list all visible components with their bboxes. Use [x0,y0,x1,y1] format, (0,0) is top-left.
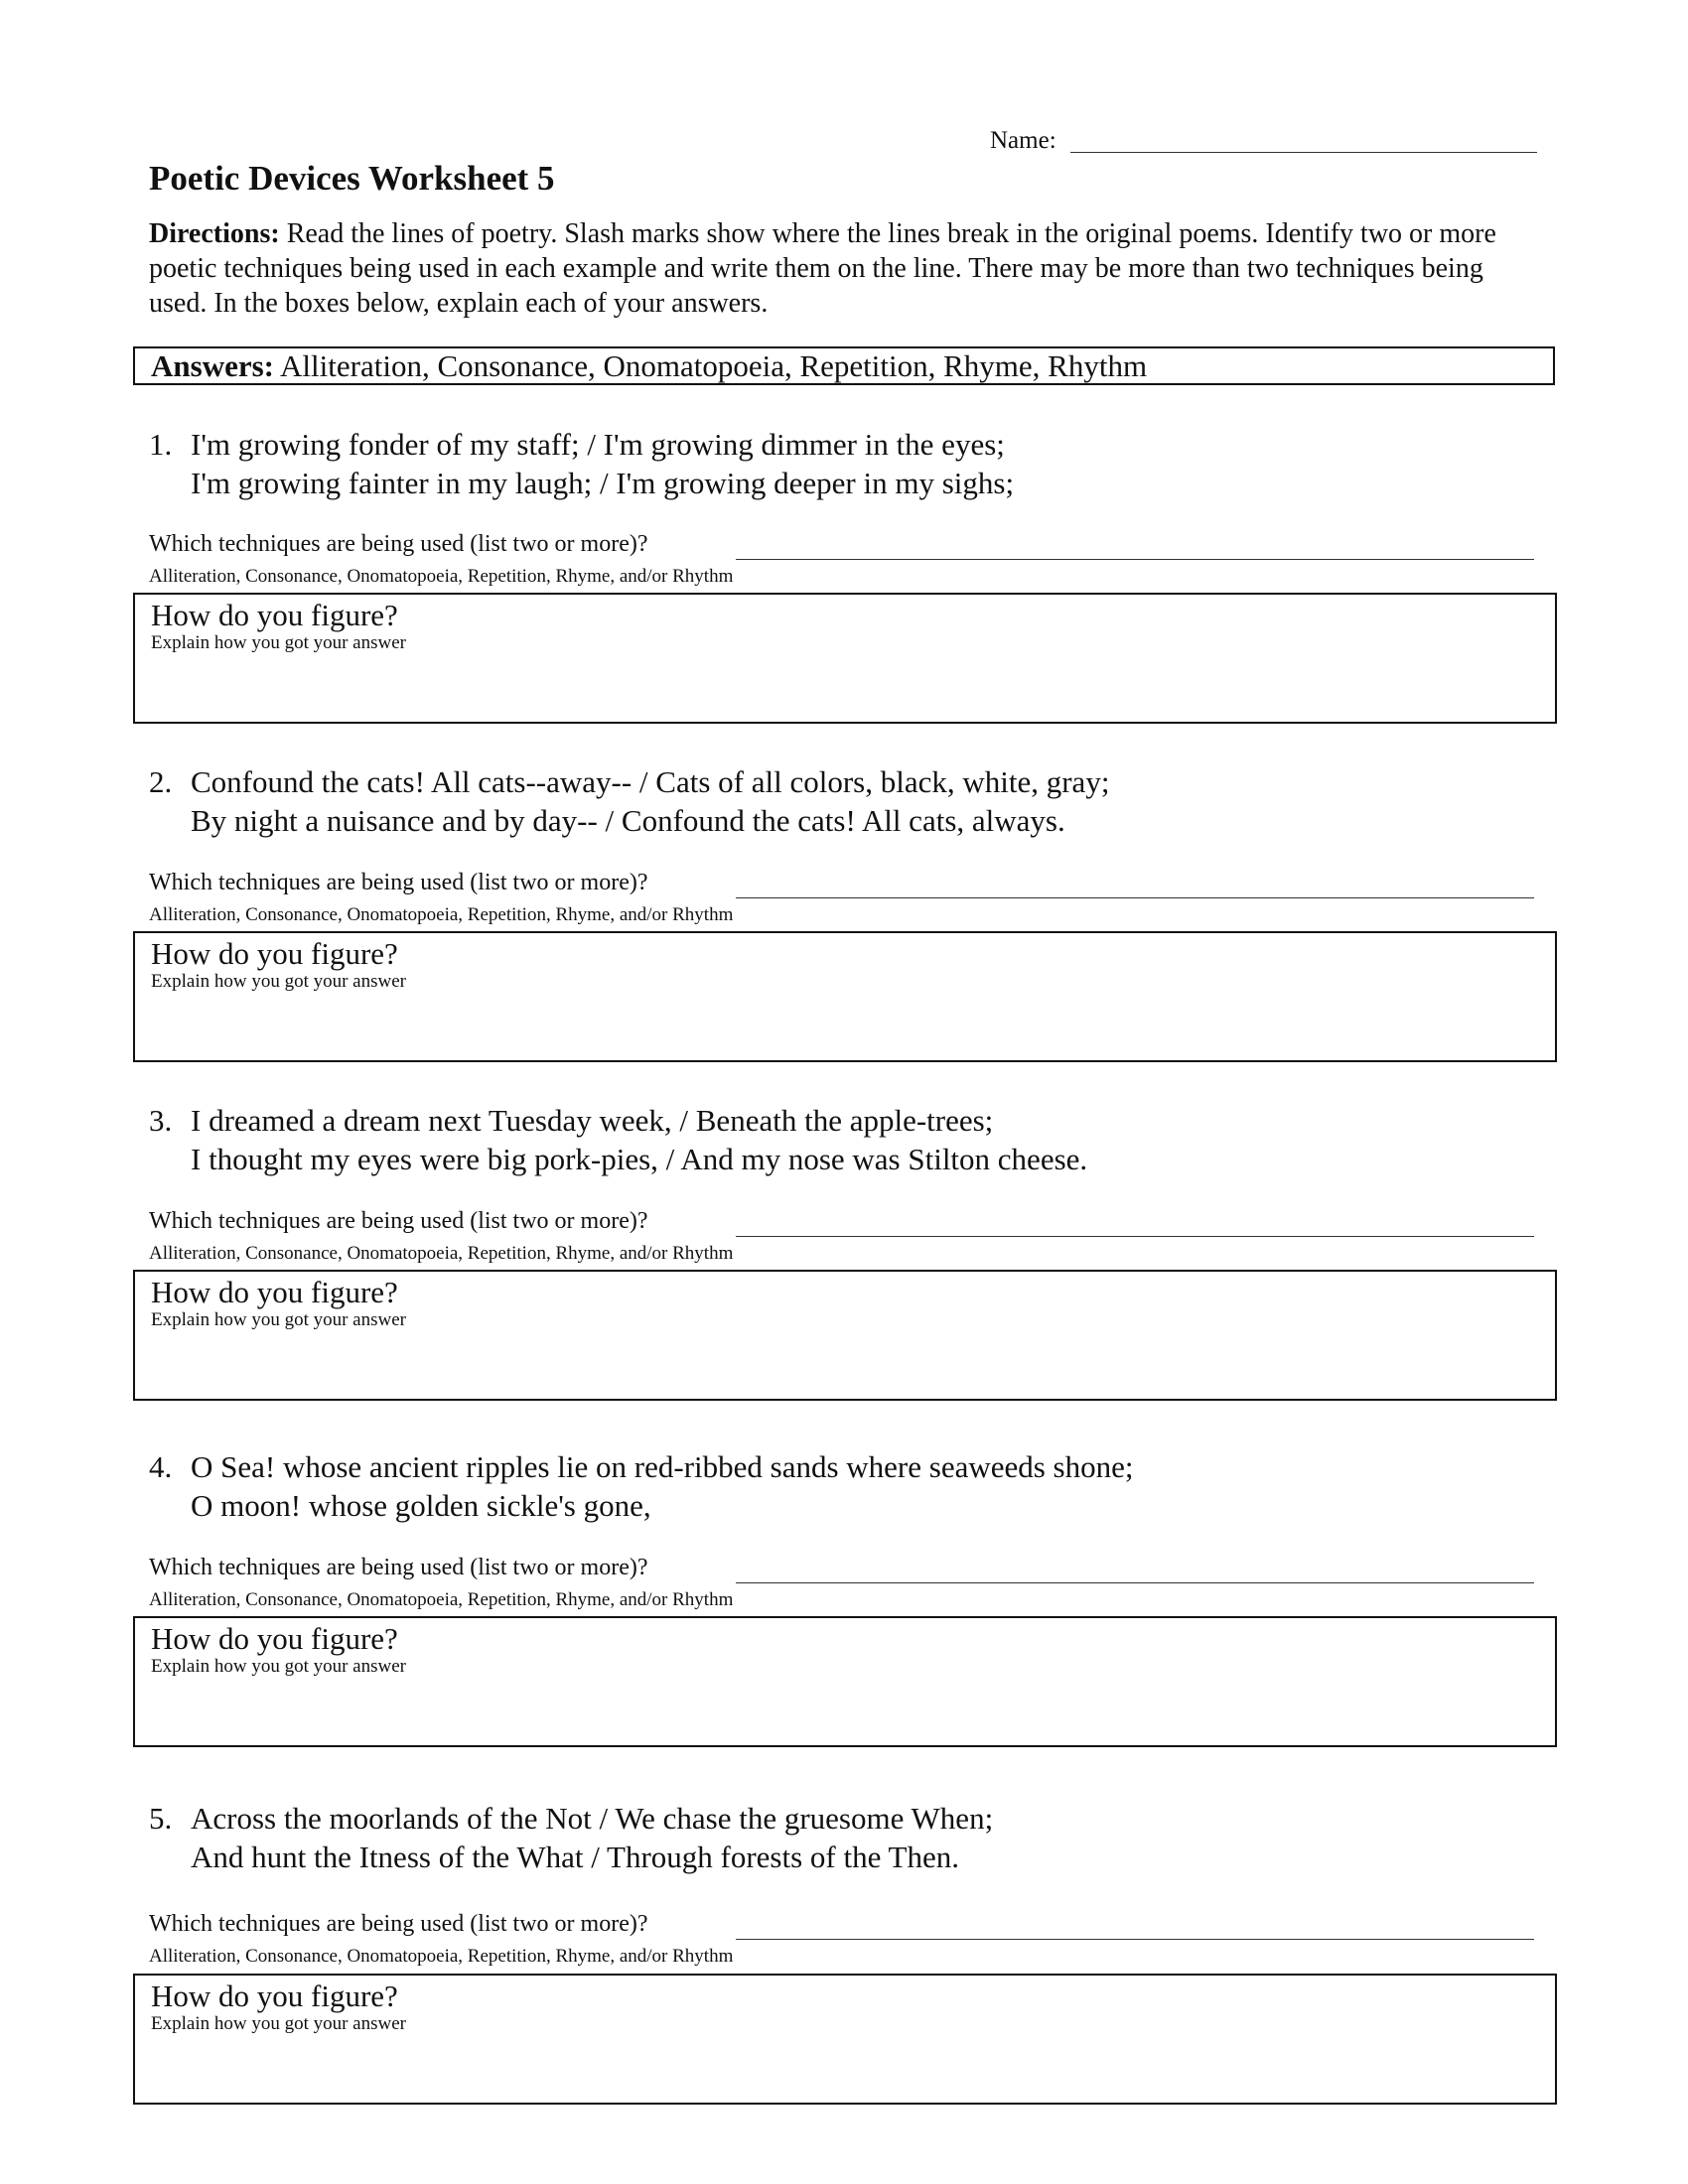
answers-box [133,346,1555,385]
question-5 [149,1799,1539,1876]
box-subheading: Explain how you got your answer [151,632,406,653]
poem-line: By night a nuisance and by day-- / Confound the cats! All cats, always. [191,803,1065,838]
box-heading: How do you figure? [151,1979,398,2013]
question-3 [149,1101,1539,1178]
poem-line: I dreamed a dream next Tuesday week, / Beneath the apple-trees; [191,1103,994,1138]
box-heading: How do you figure? [151,598,398,632]
answers-text: Alliteration, Consonance, Onomatopoeia, Repetition, Rhyme, Rhythm [274,348,1148,383]
question-1 [149,425,1539,502]
poem-line: Across the moorlands of the Not / We chase the gruesome When; [191,1801,994,1836]
question-number: 3. [149,1103,173,1138]
explanation-box-5[interactable] [133,1974,1557,2105]
box-heading: How do you figure? [151,1621,398,1656]
poem-line: And hunt the Itness of the What / Through forests of the Then. [191,1840,960,1874]
technique-answer-line-3[interactable] [736,1236,1534,1237]
technique-hint: Alliteration, Consonance, Onomatopoeia, Repetition, Rhyme, and/or Rhythm [149,1589,734,1610]
explanation-box-3[interactable] [133,1270,1557,1401]
technique-prompt: Which techniques are being used (list two or more)? [149,531,648,557]
technique-hint: Alliteration, Consonance, Onomatopoeia, Repetition, Rhyme, and/or Rhythm [149,1946,734,1967]
technique-prompt: Which techniques are being used (list two or more)? [149,870,648,895]
box-subheading: Explain how you got your answer [151,1309,406,1330]
name-input-line[interactable] [1070,152,1537,153]
question-2 [149,762,1539,840]
name-label: Name: [990,127,1056,154]
page-title: Poetic Devices Worksheet 5 [149,159,555,198]
technique-answer-line-2[interactable] [736,897,1534,898]
poem-line: I'm growing fonder of my staff; / I'm growing dimmer in the eyes; [191,427,1005,462]
directions-label: Directions: [149,218,280,249]
poem-line: Confound the cats! All cats--away-- / Cats of all colors, black, white, gray; [191,764,1110,799]
poem-line: O moon! whose golden sickle's gone, [191,1488,651,1523]
answers-label: Answers: [151,348,274,383]
question-4 [149,1447,1539,1525]
question-number: 4. [149,1449,173,1484]
technique-hint: Alliteration, Consonance, Onomatopoeia, Repetition, Rhyme, and/or Rhythm [149,1243,734,1264]
technique-answer-line-1[interactable] [736,559,1534,560]
poem-line: I'm growing fainter in my laugh; / I'm growing deeper in my sighs; [191,466,1015,500]
technique-hint: Alliteration, Consonance, Onomatopoeia, Repetition, Rhyme, and/or Rhythm [149,904,734,925]
technique-answer-line-4[interactable] [736,1582,1534,1583]
poem-line: I thought my eyes were big pork-pies, / And my nose was Stilton cheese. [191,1142,1088,1176]
question-number: 5. [149,1801,173,1836]
box-subheading: Explain how you got your answer [151,1656,406,1677]
box-heading: How do you figure? [151,1275,398,1309]
technique-prompt: Which techniques are being used (list two or more)? [149,1555,648,1580]
poem-line: O Sea! whose ancient ripples lie on red-ribbed sands where seaweeds shone; [191,1449,1134,1484]
question-number: 1. [149,427,173,462]
technique-hint: Alliteration, Consonance, Onomatopoeia, Repetition, Rhyme, and/or Rhythm [149,566,734,587]
explanation-box-2[interactable] [133,931,1557,1062]
directions [149,216,1539,321]
directions-text: Read the lines of poetry. Slash marks show where the lines break in the original poems. Identify two or more poetic techniques being used in each example and write them on the line. There may be more than two techniques being used. In the boxes below, explain each of your answers. [149,218,1496,319]
technique-prompt: Which techniques are being used (list two or more)? [149,1911,648,1937]
box-heading: How do you figure? [151,936,398,971]
box-subheading: Explain how you got your answer [151,2013,406,2034]
technique-answer-line-5[interactable] [736,1939,1534,1940]
question-number: 2. [149,764,173,799]
technique-prompt: Which techniques are being used (list two or more)? [149,1208,648,1234]
box-subheading: Explain how you got your answer [151,971,406,992]
explanation-box-4[interactable] [133,1616,1557,1747]
explanation-box-1[interactable] [133,593,1557,724]
